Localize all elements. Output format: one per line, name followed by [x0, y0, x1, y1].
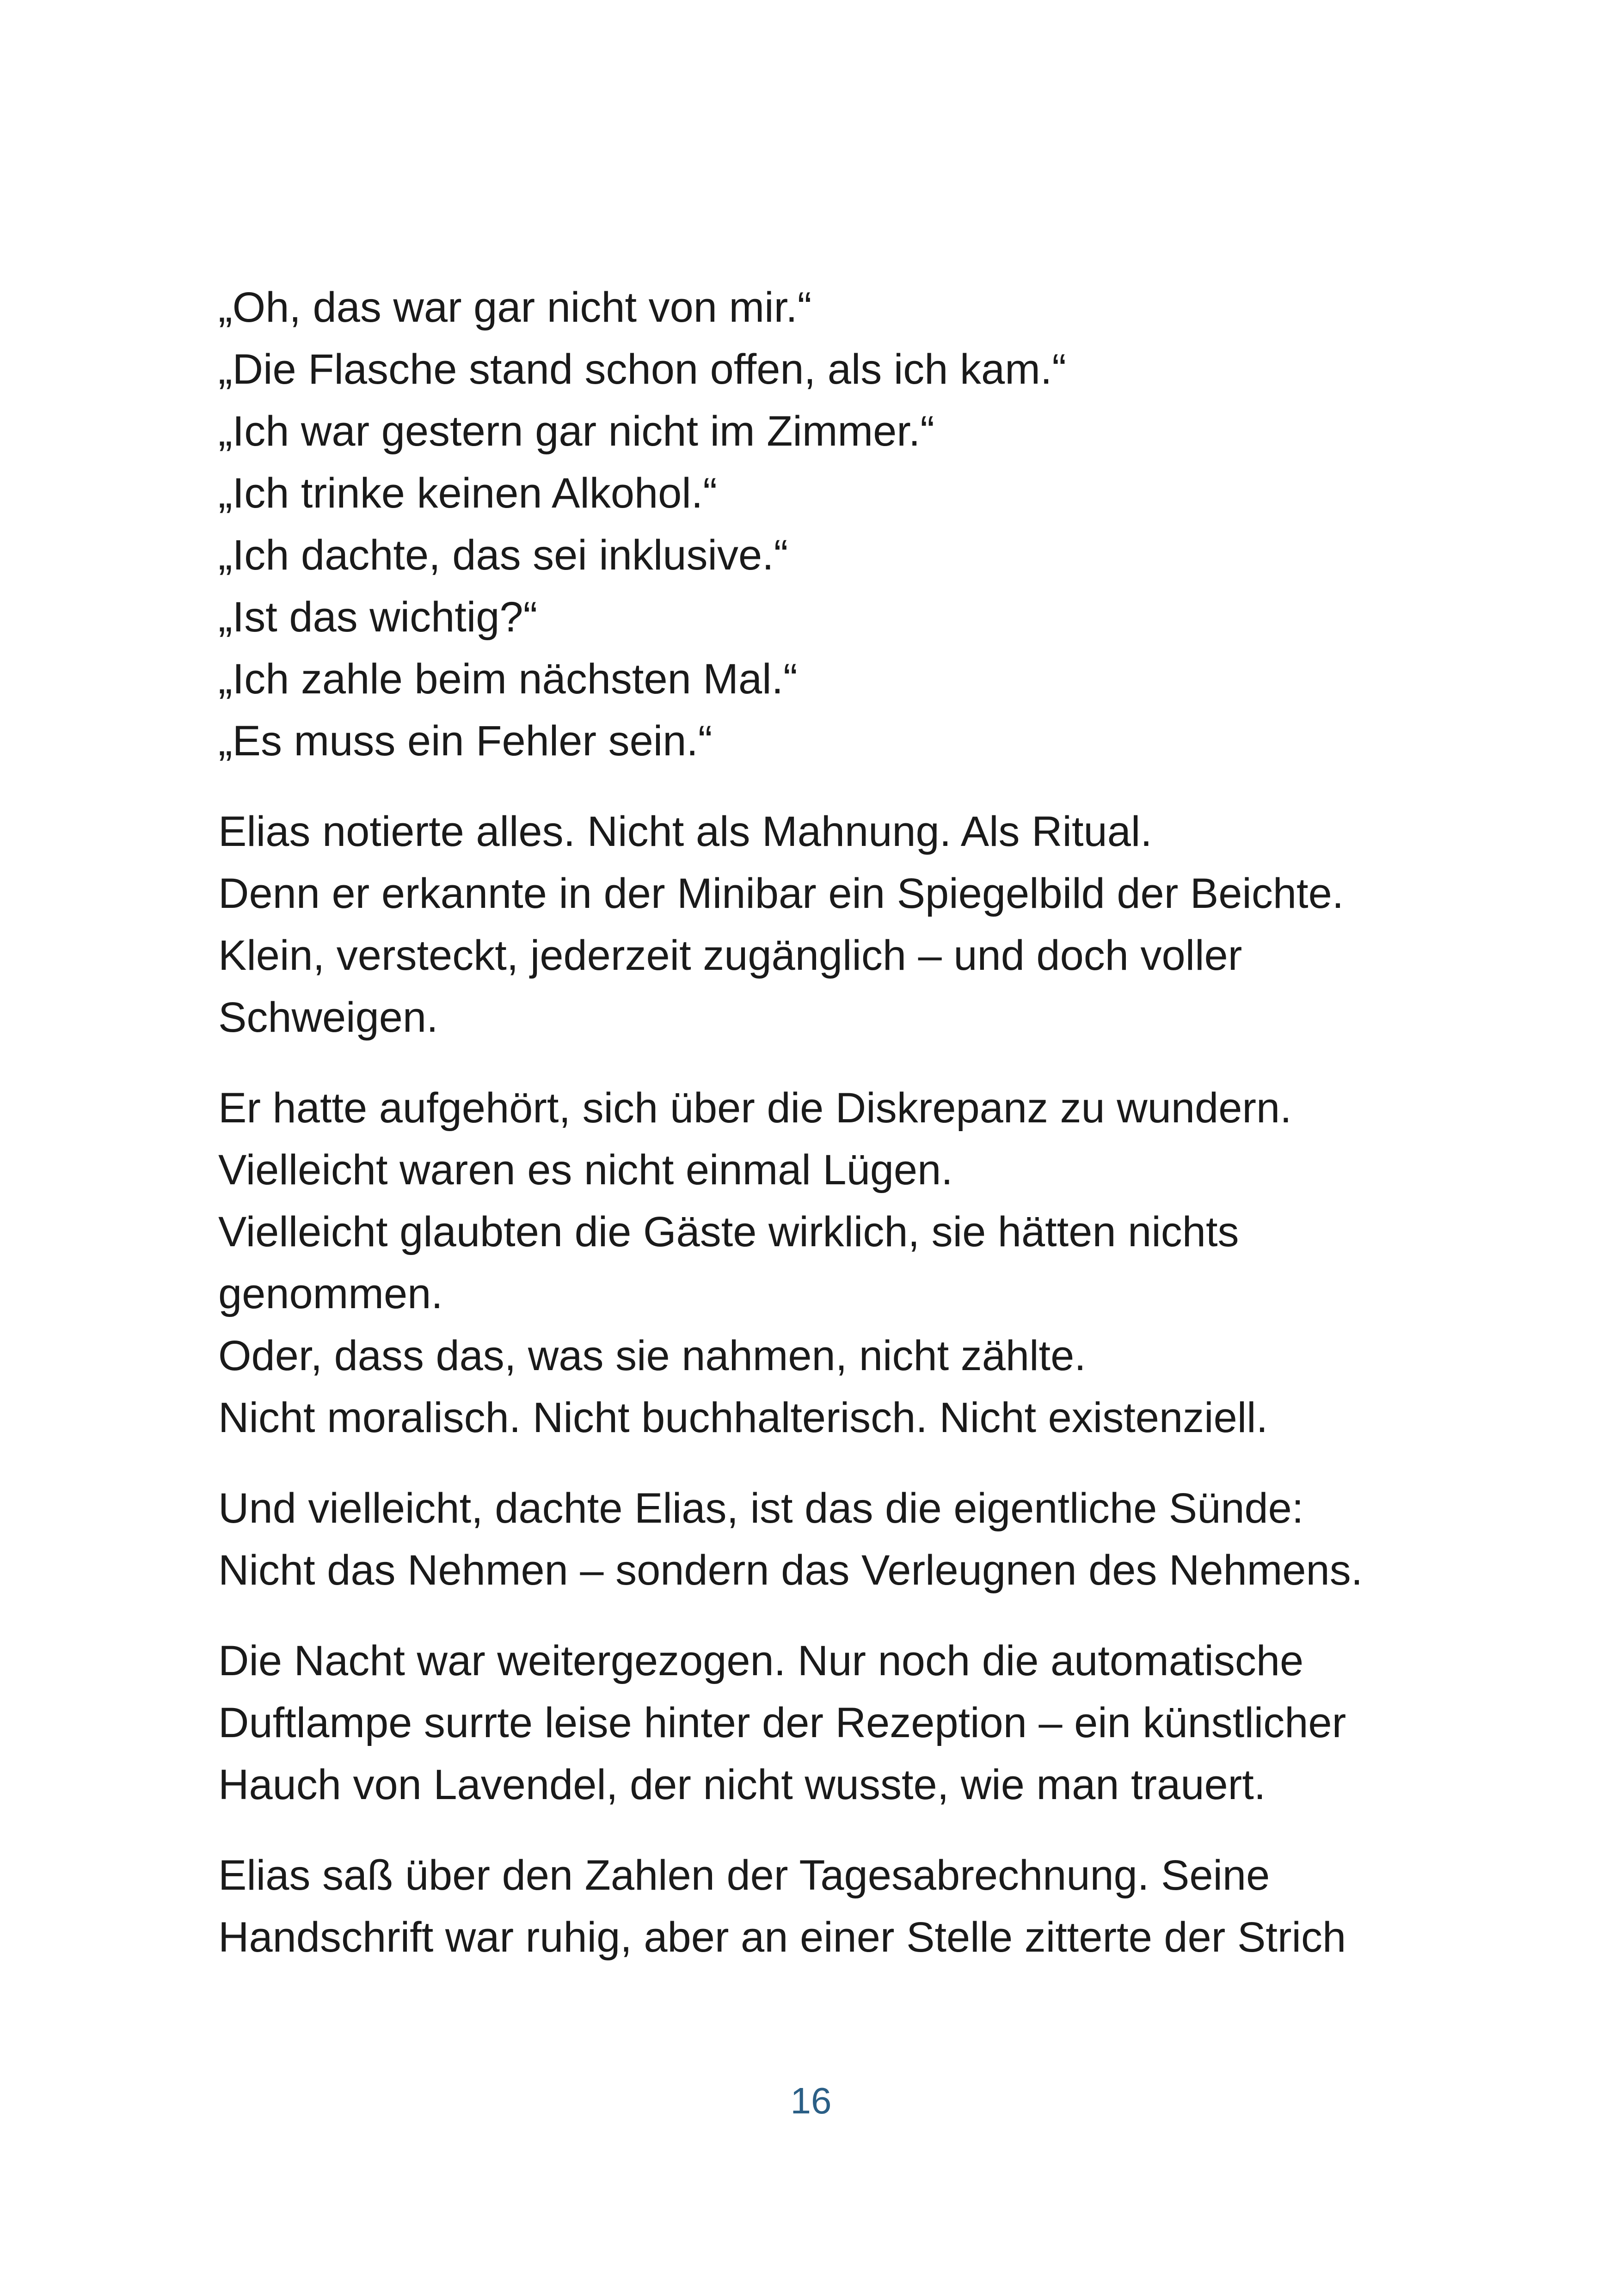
- text-line: Er hatte aufgehört, sich über die Diskrepanz zu wundern.: [218, 1084, 1292, 1132]
- text-line: Nicht moralisch. Nicht buchhalterisch. Nicht existenziell.: [218, 1394, 1268, 1441]
- text-line: „Ich dachte, das sei inklusive.“: [218, 532, 788, 579]
- paragraph-accounting: [218, 1844, 1420, 1968]
- text-line: Schweigen.: [218, 994, 438, 1041]
- text-line: Handschrift war ruhig, aber an einer Stelle zitterte der Strich: [218, 1914, 1346, 1961]
- text-line: „Es muss ein Fehler sein.“: [218, 717, 713, 765]
- text-line: Denn er erkannte in der Minibar ein Spiegelbild der Beichte.: [218, 870, 1344, 917]
- text-line: Vielleicht waren es nicht einmal Lügen.: [218, 1146, 953, 1194]
- page-number: 16: [790, 2080, 832, 2121]
- text-line: Elias saß über den Zahlen der Tagesabrechnung. Seine: [218, 1852, 1270, 1899]
- text-line: Die Nacht war weitergezogen. Nur noch die automatische: [218, 1637, 1304, 1684]
- text-line: genommen.: [218, 1270, 443, 1317]
- text-line: Und vielleicht, dachte Elias, ist das die eigentliche Sünde:: [218, 1485, 1304, 1532]
- text-line: Nicht das Nehmen – sondern das Verleugnen des Nehmens.: [218, 1547, 1363, 1594]
- text-line: Klein, versteckt, jederzeit zugänglich – und doch voller: [218, 932, 1242, 979]
- paragraph-excuses: [218, 276, 1420, 772]
- text-line: „Die Flasche stand schon offen, als ich kam.“: [218, 346, 1067, 393]
- text-line: „Ist das wichtig?“: [218, 594, 538, 641]
- paragraph-discrepancy: [218, 1077, 1420, 1449]
- text-line: Vielleicht glaubten die Gäste wirklich, sie hätten nichts: [218, 1208, 1239, 1255]
- text-line: Oder, dass das, was sie nahmen, nicht zählte.: [218, 1332, 1086, 1379]
- text-line: „Oh, das war gar nicht von mir.“: [218, 284, 812, 331]
- paragraph-ritual: [218, 801, 1420, 1048]
- paragraph-night: [218, 1630, 1420, 1816]
- text-line: Hauch von Lavendel, der nicht wusste, wie man trauert.: [218, 1761, 1266, 1808]
- text-line: „Ich trinke keinen Alkohol.“: [218, 470, 717, 517]
- text-line: Elias notierte alles. Nicht als Mahnung. Als Ritual.: [218, 808, 1152, 855]
- paragraph-sin: [218, 1477, 1420, 1601]
- text-line: „Ich war gestern gar nicht im Zimmer.“: [218, 408, 935, 455]
- text-line: Duftlampe surrte leise hinter der Rezeption – ein künstlicher: [218, 1699, 1346, 1746]
- text-line: „Ich zahle beim nächsten Mal.“: [218, 655, 798, 703]
- body-text: [218, 276, 1420, 1997]
